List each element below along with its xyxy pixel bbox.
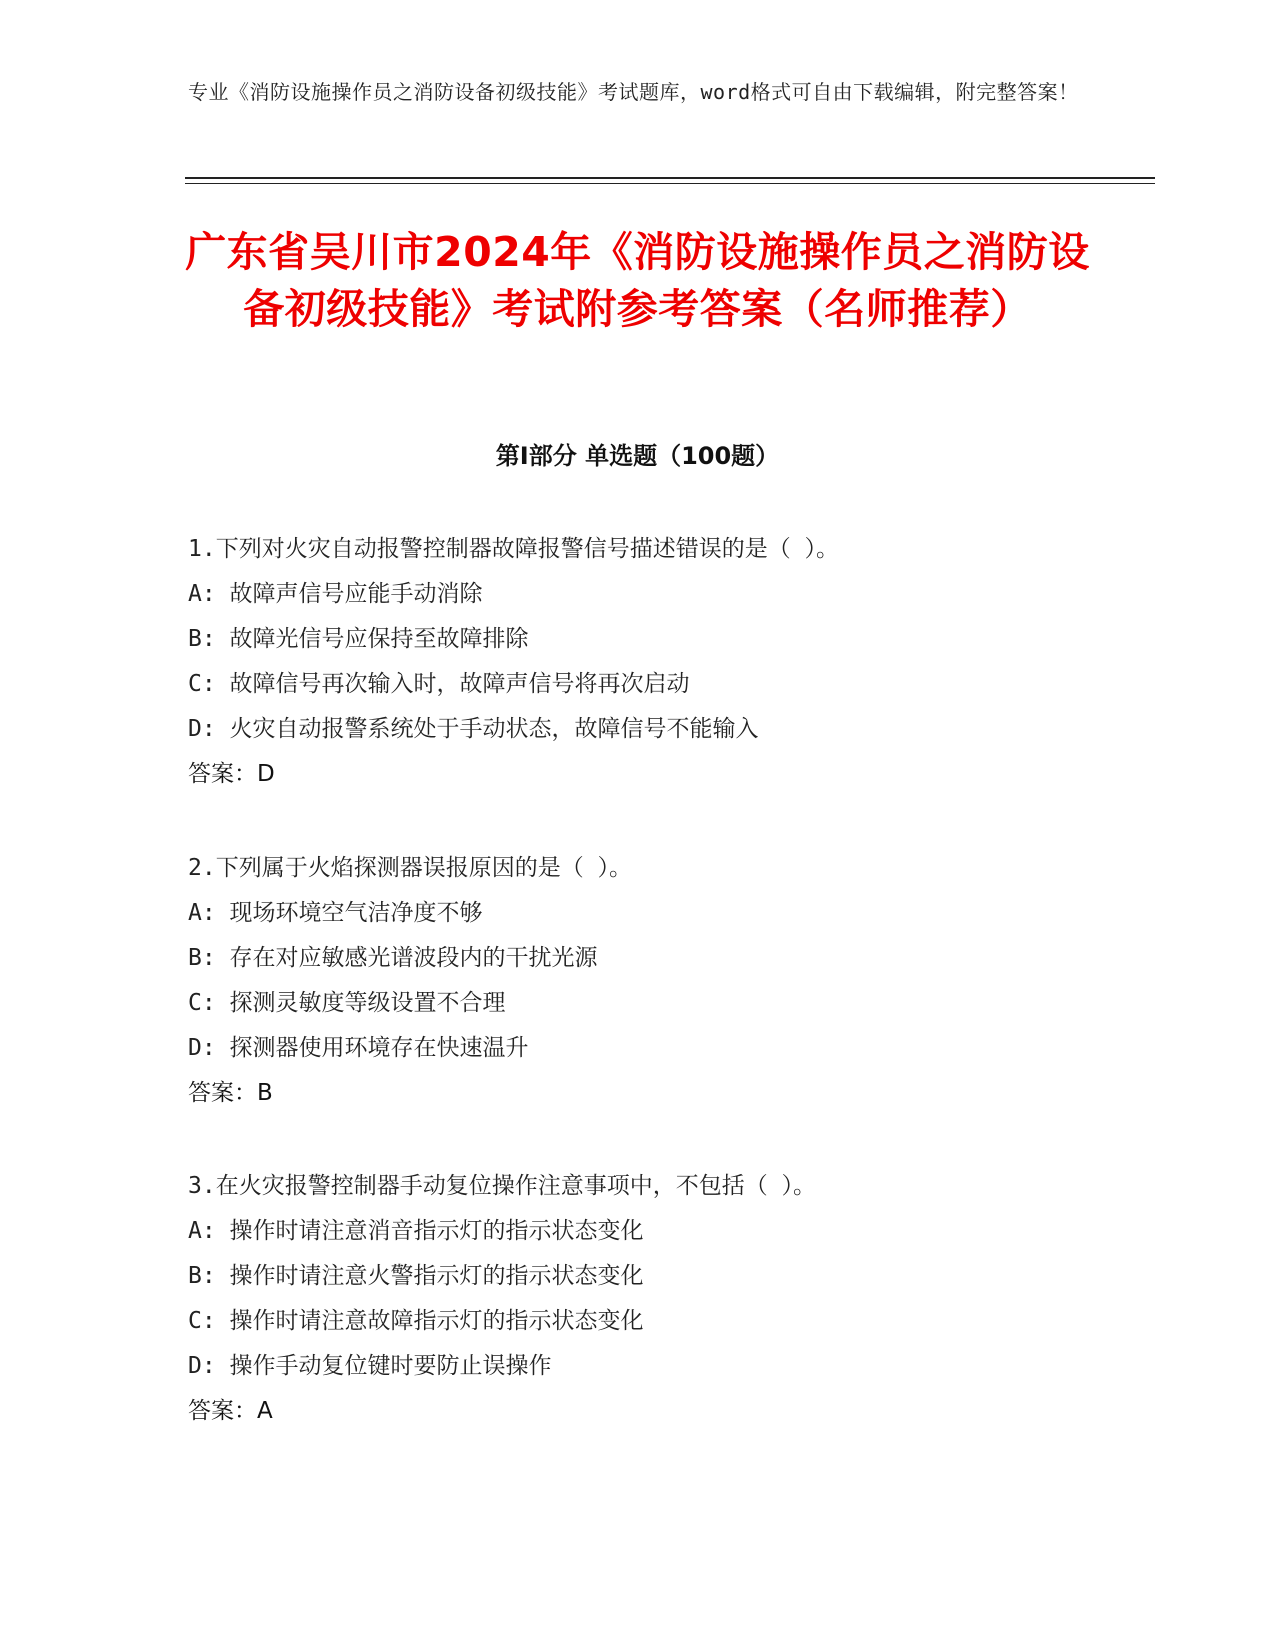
option-a: A: 现场环境空气洁净度不够 [188, 900, 483, 926]
question-stem: 3.在火灾报警控制器手动复位操作注意事项中，不包括（ ）。 [188, 1173, 817, 1199]
question-3 [188, 1164, 1108, 1434]
header-rule-thin [185, 183, 1155, 184]
option-d: D: 探测器使用环境存在快速温升 [188, 1035, 529, 1061]
option-d: D: 火灾自动报警系统处于手动状态，故障信号不能输入 [188, 716, 759, 742]
document-title: 广东省吴川市2024年《消防设施操作员之消防设备初级技能》考试附参考答案（名师推荐） [185, 228, 1090, 333]
option-b: B: 故障光信号应保持至故障排除 [188, 626, 529, 652]
option-d: D: 操作手动复位键时要防止误操作 [188, 1353, 552, 1379]
question-2 [188, 846, 1108, 1116]
question-1 [188, 527, 1108, 797]
option-c: C: 操作时请注意故障指示灯的指示状态变化 [188, 1308, 644, 1334]
question-stem: 2.下列属于火焰探测器误报原因的是（ ）。 [188, 855, 633, 881]
option-b: B: 操作时请注意火警指示灯的指示状态变化 [188, 1263, 644, 1289]
question-stem: 1.下列对火灾自动报警控制器故障报警信号描述错误的是（ ）。 [188, 536, 840, 562]
header-rule-thick [185, 177, 1155, 179]
option-c: C: 探测灵敏度等级设置不合理 [188, 990, 506, 1016]
option-a: A: 操作时请注意消音指示灯的指示状态变化 [188, 1218, 644, 1244]
header-note: 专业《消防设施操作员之消防设备初级技能》考试题库，word格式可自由下载编辑，附完整答案！ [188, 80, 1079, 104]
answer: 答案：B [188, 1080, 273, 1106]
answer: 答案：A [188, 1398, 273, 1424]
section-title: 第I部分 单选题（100题） [495, 442, 780, 470]
option-b: B: 存在对应敏感光谱波段内的干扰光源 [188, 945, 598, 971]
answer: 答案：D [188, 761, 275, 787]
option-a: A: 故障声信号应能手动消除 [188, 581, 483, 607]
option-c: C: 故障信号再次输入时，故障声信号将再次启动 [188, 671, 690, 697]
